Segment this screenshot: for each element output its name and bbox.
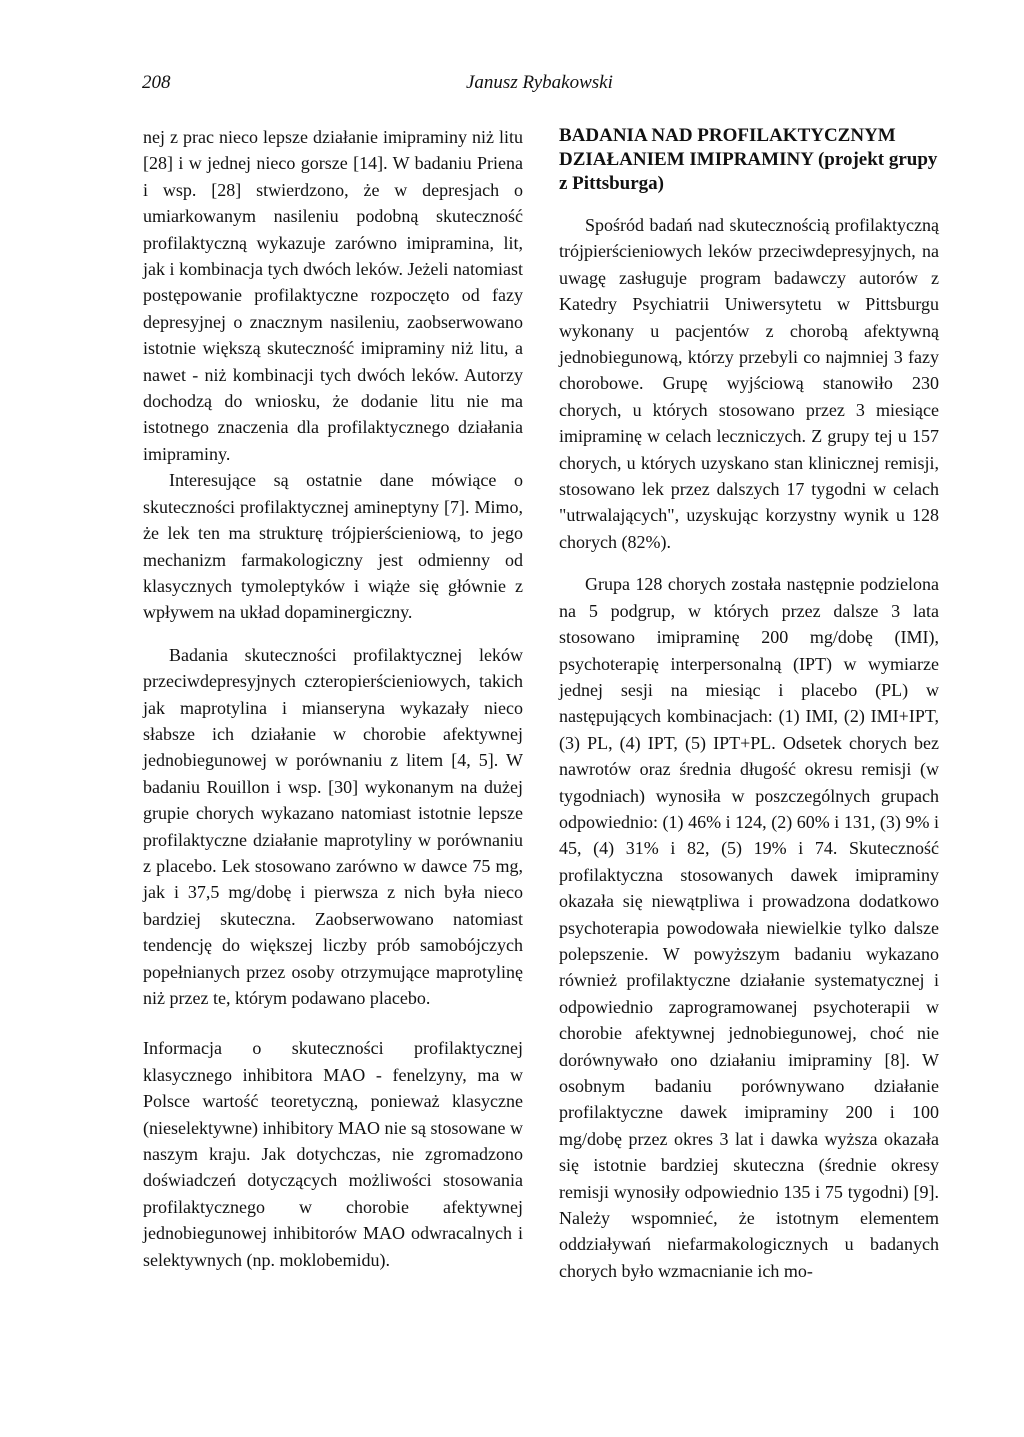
section-heading: BADANIA NAD PROFILAKTYCZNYM DZIAŁANIEM IMIPRAMINY (projekt grupy z Pittsburga)	[559, 125, 938, 194]
right-column	[559, 124, 939, 1284]
running-head-author: Janusz Rybakowski	[466, 72, 613, 93]
left-column	[143, 124, 523, 1273]
page-number: 208	[142, 72, 171, 93]
paragraph-amineptine: Interesujące są ostatnie dane mówiące o skuteczności profilaktycznej amineptyny [7]. Mimo, że lek ten ma strukturę trójpierścieniową, to jego mechanizm farmakologiczny jest odmienny od klasycznych tymoleptyków i wiąże się głównie z wpływem na układ dopaminergiczny.	[143, 470, 523, 623]
paragraph-tetracyclic-antidepressants: Badania skuteczności profilaktycznej leków przeciwdepresyjnych czteropierścieniowych, takich jak maprotylina i mianseryna wykazały nieco słabsze ich działanie w chorobie afektywnej jednobiegunowej w porównaniu z litem [4, 5]. W badaniu Rouillon i wsp. [30] wykonanym na dużej grupie chorych wykazano natomiast istotnie lepsze profilaktyczne działanie maprotyliny w porównaniu z placebo. Lek stosowano zarówno w dawce 75 mg, jak i 37,5 mg/dobę i pierwsza z nich była nieco bardziej skuteczna. Zaobserwowano natomiast tendencję do większej liczby prób samobójczych popełnianych przez osoby otrzymujące maprotylinę niż przez te, którym podawano placebo.	[143, 644, 523, 1008]
paragraph-subgroup-results: Grupa 128 chorych została następnie podzielona na 5 podgrup, w których przez dalsze 3 lata stosowano imipraminę 200 mg/dobę (IMI), psychoterapię interpersonalną (IPT) w wymiarze jednej sesji na miesiąc i placebo (PL) w następujących kombinacjach: (1) IMI, (2) IMI+IPT, (3) PL, (4) IPT, (5) IPT+PL. Odsetek chorych bez nawrotów oraz średnia długość okresu remisji (w tygodniach) wynosiła w poszczególnych grupach odpowiednio: (1) 46% i 124, (2) 60% i 131, (3) 9% i 45, (4) 31% i 82, (5) 19% i 74. Skuteczność profilaktyczna stosowanych dawek imipraminy okazała się niewątpliwa i prowadzona dodatkowo psychoterapia powodowała niewielkie tylko dalsze polepszenie. W powyższym badaniu wykazano również profilaktyczne działanie systematycznej i odpowiednio zaprogramowanej psychoterapii w chorobie afektywnej jednobiegunowej, choć nie dorównywało ono działaniu imipraminy [8]. W osobnym badaniu porównywano działanie profilaktyczne dawek imipraminy 200 i 100 mg/dobę przez okres 3 lat i dawka wyższa okazała się istotnie bardziej skuteczna (średnie okresy remisji wynosiły odpowiednio 135 i 75 tygodni) [9]. Należy wspomnieć, że istotnym elementem oddziaływań niefarmakologicznych u badanych chorych było wzmacnianie ich mo-	[559, 574, 939, 1281]
paragraph-pittsburgh-program: Spośród badań nad skutecznością profilaktyczną trójpierścieniowych leków przeciwdepresyjnych, na uwagę zasługuje program badawczy autorów z Katedry Psychiatrii Uniwersytetu w Pittsburgu wykonany u pacjentów z chorobą afektywną jednobiegunową, którzy przebyli co najmniej 3 fazy chorobowe. Grupę wyjściową stanowiło 230 chorych, u których stosowano przez 3 miesiące imipraminę w celach leczniczych. Z grupy tej u 157 chorych, u których uzyskano stan klinicznej remisji, stosowano lek przez dalszych 17 tygodni w celach "utrwalających", uzyskując korzystny wynik u 128 chorych (82%).	[559, 215, 939, 552]
paragraph-mao-inhibitors: Informacja o skuteczności profilaktycznej klasycznego inhibitora MAO - fenelzyny, ma w Polsce wartość teoretyczną, ponieważ klasyczne (nieselektywne) inhibitory MAO nie są stosowane w naszym kraju. Jak dotychczas, nie zgromadzono doświadczeń dotyczących możliwości stosowania profilaktycznego w chorobie afektywnej jednobiegunowej inhibitorów MAO odwracalnych i selektywnych (np. moklobemidu).	[143, 1038, 523, 1270]
paragraph-imipramine-vs-lithium: nej z prac nieco lepsze działanie imipraminy niż litu [28] i w jednej nieco gorsze [14]. W badaniu Priena i wsp. [28] stwierdzono, że w depresjach o umiarkowanym nasileniu podobną skuteczność profilaktyczną wykazuje zarówno imipramina, lit, jak i kombinacja tych dwóch leków. Jeżeli natomiast postępowanie profilaktyczne rozpoczęto od fazy depresyjnej o znacznym nasileniu, zaobserwowano istotnie większą skuteczność imipraminy niż litu, a nawet - niż kombinacji tych dwóch leków. Autorzy dochodzą do wniosku, że dodanie litu nie ma istotnego znaczenia dla profilaktycznego działania imipraminy.	[143, 127, 523, 464]
